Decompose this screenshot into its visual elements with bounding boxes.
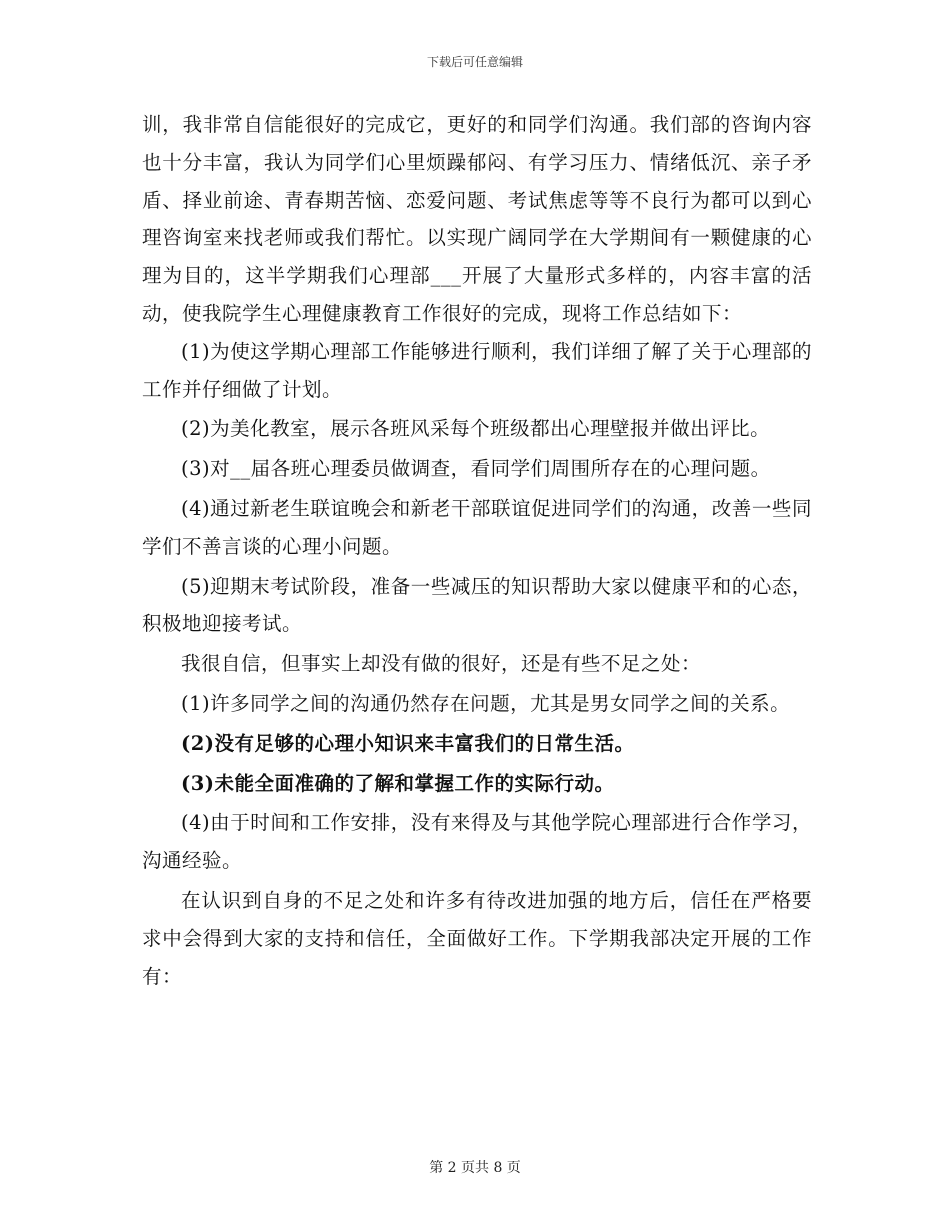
list-item-work-5: (5)迎期末考试阶段，准备一些减压的知识帮助大家以健康平和的心态，积极地迎接考试。 [142,574,812,636]
list-item-work-1: (1)为使这学期心理部工作能够进行顺利，我们详细了解了关于心理部的工作并仔细做了计划。 [142,339,812,401]
list-item-shortcoming-3: (3)未能全面准确的了解和掌握工作的实际行动。 [181,771,615,795]
document-body [142,106,812,995]
paragraph-shortcomings-intro: 我很自信，但事实上却没有做的很好，还是有些不足之处： [181,652,702,676]
list-item-work-3: (3)对__届各班心理委员做调查，看同学们周围所存在的心理问题。 [181,457,771,481]
paragraph-intro-continued: 训，我非常自信能很好的完成它，更好的和同学们沟通。我们部的咨询内容也十分丰富，我认为同学们心里烦躁郁闷、有学习压力、情绪低沉、亲子矛盾、择业前途、青春期苦恼、恋爱问题、考试焦虑等等不良行为都可以到心理咨询室来找老师或我们帮忙。以实现广阔同学在大学期间有一颗健康的心理为目的，这半学期我们心理部___开展了大量形式多样的，内容丰富的活动，使我院学生心理健康教育工作很好的完成，现将工作总结如下： [142,113,812,325]
list-item-shortcoming-1: (1)许多同学之间的沟通仍然存在问题，尤其是男女同学之间的关系。 [181,691,791,715]
list-item-shortcoming-2: (2)没有足够的心理小知识来丰富我们的日常生活。 [181,731,635,755]
list-item-work-2: (2)为美化教室，展示各班风采每个班级都出心理壁报并做出评比。 [181,417,771,441]
list-item-work-4: (4)通过新老生联谊晚会和新老干部联谊促进同学们的沟通，改善一些同学们不善言谈的心理小问题。 [142,496,812,558]
list-item-shortcoming-4: (4)由于时间和工作安排，没有来得及与其他学院心理部进行合作学习，沟通经验。 [142,811,812,873]
page-number: 第 2 页共 8 页 [429,1160,521,1176]
download-edit-note: 下载后可任意编辑 [426,55,523,69]
paragraph-next-plans: 在认识到自身的不足之处和许多有待改进加强的地方后，信任在严格要求中会得到大家的支持和信任，全面做好工作。下学期我部决定开展的工作有： [142,888,812,988]
